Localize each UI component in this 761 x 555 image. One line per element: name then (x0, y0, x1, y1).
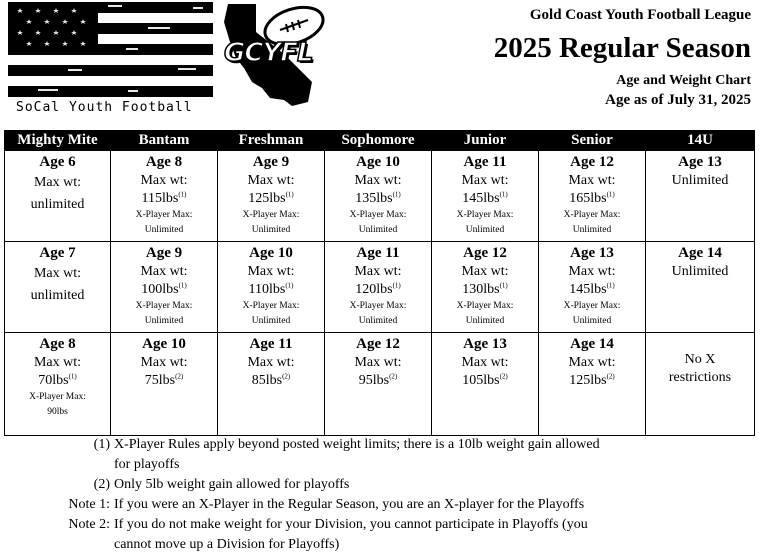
max-weight-label: Max wt: (568, 173, 616, 188)
max-weight-label: Max wt: (568, 264, 616, 279)
mighty-mite-age6-cell (5, 151, 111, 242)
age-label: Age 9 (145, 245, 183, 261)
footnote-1-line1: X-Player Rules apply beyond posted weight limits; there is a 10lb weight gain allowed (114, 437, 600, 452)
chart-title: Age and Weight Chart (616, 73, 751, 88)
division-header-senior: Senior (539, 131, 646, 151)
freshman-age11-cell (218, 333, 325, 436)
max-weight-value: 145lbs$^{(1)}$ (569, 281, 615, 297)
max-weight-value: 145lbs$^{(1)}$ (462, 190, 508, 206)
x-player-max-value: Unlimited (572, 225, 612, 235)
max-weight-value: 75lbs$^{(2)}$ (144, 372, 184, 388)
max-weight-label: Max wt: (247, 173, 295, 188)
division-header-mighty-mite: Mighty Mite (5, 131, 111, 151)
socal-youth-football-text: SoCal Youth Football (16, 100, 193, 115)
age-label: Age 9 (252, 154, 290, 170)
note-2-line1: If you do not make weight for your Division, you cannot participate in Playoffs (you (114, 517, 588, 532)
max-weight-value: 95lbs$^{(2)}$ (358, 372, 398, 388)
division-header-bantam: Bantam (111, 131, 218, 151)
age-label: Age 10 (356, 154, 400, 170)
max-weight-label: Max wt: (568, 355, 616, 370)
max-weight-label: Max wt: (461, 173, 509, 188)
no-x-restrictions-text: No X restrictions (668, 352, 732, 385)
max-weight-label: Max wt: (247, 355, 295, 370)
max-weight-value: 110lbs$^{(1)}$ (248, 281, 294, 297)
age-label: Age 7 (39, 245, 76, 261)
x-player-max-value: Unlimited (144, 225, 184, 235)
socal-youth-football-logo (8, 2, 326, 120)
max-weight-label: Max wt: (354, 355, 402, 370)
x-player-max-label: X-Player Max: (242, 301, 300, 311)
division-header-row (5, 131, 755, 151)
age-label: Age 13 (463, 336, 507, 352)
age-label: Age 10 (249, 245, 293, 261)
division-header-sophomore: Sophomore (325, 131, 432, 151)
max-weight-value: Unlimited (671, 173, 729, 188)
footnote-1-line2: for playoffs (114, 457, 180, 472)
max-weight-value: 130lbs$^{(1)}$ (462, 281, 508, 297)
bantam-age10-cell (111, 333, 218, 436)
14u-no-x-restrictions-cell (646, 333, 755, 436)
max-weight-value: 105lbs$^{(2)}$ (462, 372, 508, 388)
x-player-max-value: Unlimited (251, 225, 291, 235)
age-label: Age 10 (142, 336, 186, 352)
max-weight-label: Max wt: (461, 355, 509, 370)
age-label: Age 11 (356, 245, 400, 261)
max-weight-label: Max wt: (354, 173, 402, 188)
season-title: 2025 Regular Season (493, 32, 751, 64)
x-player-max-label: X-Player Max: (456, 301, 514, 311)
age-label: Age 12 (570, 154, 614, 170)
table-row (5, 333, 755, 436)
x-player-max-label: X-Player Max: (349, 210, 407, 220)
max-weight-value: 115lbs$^{(1)}$ (141, 190, 187, 206)
junior-age12-cell (432, 242, 539, 333)
max-weight-value: 70lbs$^{(1)}$ (38, 372, 77, 388)
league-name: Gold Coast Youth Football League (529, 7, 751, 23)
max-weight-label: Max wt: (33, 266, 82, 281)
junior-age13-cell (432, 333, 539, 436)
x-player-max-label: X-Player Max: (135, 301, 193, 311)
age-label: Age 13 (678, 154, 722, 170)
age-label: Age 12 (356, 336, 400, 352)
max-weight-value: 120lbs$^{(1)}$ (355, 281, 401, 297)
note-2-label: Note 2: (68, 517, 110, 532)
junior-age11-cell (432, 151, 539, 242)
senior-age13-cell (539, 242, 646, 333)
sophomore-age12-cell (325, 333, 432, 436)
max-weight-value: 125lbs$^{(2)}$ (569, 372, 615, 388)
footnote-1-marker: (1) (93, 437, 110, 452)
gcyfl-logo-text: GCYFL (224, 38, 313, 68)
max-weight-label: Max wt: (140, 355, 188, 370)
division-header-junior: Junior (432, 131, 539, 151)
x-player-max-label: X-Player Max: (242, 210, 300, 220)
x-player-max-label: X-Player Max: (349, 301, 407, 311)
x-player-max-value: Unlimited (572, 316, 612, 326)
max-weight-value: 100lbs$^{(1)}$ (141, 281, 187, 297)
x-player-max-value: 90lbs (47, 407, 68, 417)
max-weight-label: Max wt: (33, 175, 82, 190)
age-label: Age 11 (249, 336, 293, 352)
max-weight-label: Max wt: (140, 173, 188, 188)
note-1-text: If you were an X-Player in the Regular Season, you are an X-player for the Playoffs (114, 497, 585, 512)
max-weight-label: Max wt: (354, 264, 402, 279)
x-player-max-value: Unlimited (465, 225, 505, 235)
mighty-mite-age8-cell (5, 333, 111, 436)
footnote-2-text: Only 5lb weight gain allowed for playoffs (114, 477, 350, 492)
table-row (5, 242, 755, 333)
max-weight-value: unlimited (30, 197, 85, 212)
age-label: Age 14 (678, 245, 722, 261)
footnote-2-marker: (2) (93, 477, 110, 492)
age-label: Age 8 (39, 336, 76, 352)
x-player-max-value: Unlimited (144, 316, 184, 326)
age-label: Age 14 (570, 336, 614, 352)
age-label: Age 12 (463, 245, 507, 261)
note-1-label: Note 1: (68, 497, 110, 512)
mighty-mite-age7-cell (5, 242, 111, 333)
sophomore-age10-cell (325, 151, 432, 242)
max-weight-label: Max wt: (140, 264, 188, 279)
age-label: Age 11 (463, 154, 507, 170)
14u-age14-cell (646, 242, 755, 333)
age-label: Age 6 (39, 154, 76, 170)
max-weight-label: Max wt: (33, 355, 82, 370)
freshman-age10-cell (218, 242, 325, 333)
max-weight-value: 125lbs$^{(1)}$ (248, 190, 294, 206)
x-player-max-label: X-Player Max: (135, 210, 193, 220)
freshman-age9-cell (218, 151, 325, 242)
bantam-age9-cell (111, 242, 218, 333)
x-player-max-label: X-Player Max: (29, 392, 86, 402)
x-player-max-value: Unlimited (251, 316, 291, 326)
sophomore-age11-cell (325, 242, 432, 333)
table-row (5, 151, 755, 242)
age-label: Age 13 (570, 245, 614, 261)
max-weight-value: 135lbs$^{(1)}$ (355, 190, 401, 206)
max-weight-value: Unlimited (671, 264, 729, 279)
x-player-max-value: Unlimited (358, 225, 398, 235)
bantam-age8-cell (111, 151, 218, 242)
distressed-flag-graphic (8, 2, 213, 100)
x-player-max-label: X-Player Max: (456, 210, 514, 220)
max-weight-label: Max wt: (461, 264, 509, 279)
x-player-max-label: X-Player Max: (563, 210, 621, 220)
division-header-14u: 14U (646, 131, 755, 151)
max-weight-label: Max wt: (247, 264, 295, 279)
x-player-max-value: Unlimited (358, 316, 398, 326)
max-weight-value: 85lbs$^{(2)}$ (251, 372, 291, 388)
age-weight-table (4, 130, 755, 436)
max-weight-value: unlimited (30, 288, 85, 303)
14u-age13-cell (646, 151, 755, 242)
senior-age12-cell (539, 151, 646, 242)
max-weight-value: 165lbs$^{(1)}$ (569, 190, 615, 206)
division-header-freshman: Freshman (218, 131, 325, 151)
age-cutoff-date: Age as of July 31, 2025 (605, 92, 751, 108)
x-player-max-label: X-Player Max: (563, 301, 621, 311)
senior-age14-cell (539, 333, 646, 436)
x-player-max-value: Unlimited (465, 316, 505, 326)
age-label: Age 8 (145, 154, 183, 170)
note-2-line2: cannot move up a Division for Playoffs) (114, 537, 340, 552)
